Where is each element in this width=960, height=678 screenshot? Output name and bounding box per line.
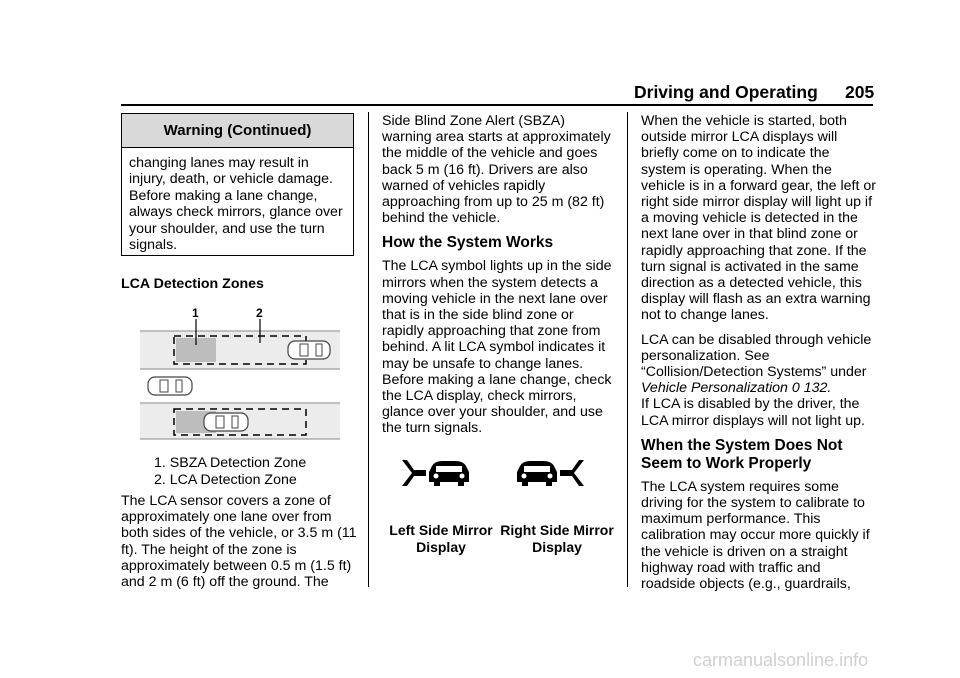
col3-paragraph-3: The LCA system requires some driving for the system to calibrate to maximum performance. This calibration may occur more quickly if the vehicle is driven on a straight highway road with traffic and roadside objects (e.g., guardrails,	[641, 478, 870, 593]
car-icon	[204, 413, 248, 431]
column-divider	[368, 112, 369, 587]
lca-zones-diagram	[140, 305, 340, 443]
diagram-title: LCA Detection Zones	[121, 276, 264, 292]
right-mirror-lca-icon	[514, 458, 586, 488]
watermark: carmanualsonline.info	[693, 650, 869, 670]
diagram-label-1: 1	[192, 306, 199, 320]
right-mirror-caption-line1: Right Side Mirror	[500, 522, 614, 538]
page-reference: 0 132.	[791, 380, 832, 397]
legend-item-2: 2. LCA Detection Zone	[154, 472, 297, 488]
left-mirror-caption-line2: Display	[416, 539, 466, 555]
section-title: Driving and Operating	[634, 82, 818, 102]
heading-how-system-works: How the System Works	[382, 234, 554, 252]
car-icon	[148, 377, 192, 395]
left-mirror-caption-line1: Left Side Mirror	[389, 522, 493, 538]
col3-paragraph-2: LCA can be disabled through vehicle personalization. See “Collision/Detection Systems” under Vehicle Personalization 0 132. If LCA is disabled by the driver, the LCA mirror displays will not light up.	[641, 331, 872, 429]
legend-item-1: 1. SBZA Detection Zone	[154, 455, 307, 471]
col3-paragraph-1: When the vehicle is started, both outside mirror LCA displays will briefly come on to indicate the system is operating. When the vehicle is in a forward gear, the left or right side mirror display will light up if a moving vehicle is detected in the next lane over in that blind zone or rapidly approaching that zone. If the turn signal is activated in the same direction as a detected vehicle, this display will flash as an extra warning not to change lanes.	[641, 113, 877, 324]
warning-title: Warning (Continued)	[122, 114, 353, 148]
column-divider	[627, 112, 628, 587]
heading-system-not-working: When the System Does Not Seem to Work Properly	[641, 436, 843, 472]
warning-body: changing lanes may result in injury, death, or vehicle damage. Before making a lane change, always check mirrors, glance over your shoulder, and use the turn signals.	[129, 155, 343, 254]
col2-content	[382, 113, 618, 445]
col3-content	[641, 113, 877, 600]
col2-paragraph-2: The LCA symbol lights up in the side mirrors when the system detects a moving vehicle in the next lane over that is in the side blind zone or rapidly approaching that zone from behind. A lit LCA symbol indicates it may be unsafe to change lanes. Before making a lane change, check the LCA display, check mirrors, glance over your shoulder, and use the turn signals.	[382, 258, 612, 437]
right-mirror-caption	[497, 522, 617, 556]
col2-paragraph-1: Side Blind Zone Alert (SBZA) warning area starts at approximately the middle of the vehicle and goes back 5 m (16 ft). Drivers are also warned of vehicles rapidly approaching from up to 25 m (82 ft) behind the vehicle.	[382, 113, 611, 227]
col1-paragraph: The LCA sensor covers a zone of approximately one lane over from both sides of the vehicle, or 3.5 m (11 ft). The height of the zone is approximately between 0.5 m (1.5 ft) and 2 m (6 ft) off the ground. The	[121, 493, 357, 591]
right-mirror-caption-line2: Display	[532, 539, 582, 555]
warning-box	[121, 113, 354, 256]
diagram-label-2: 2	[256, 306, 263, 320]
left-mirror-caption	[382, 522, 500, 556]
left-mirror-lca-icon	[400, 458, 472, 488]
page-number: 205	[845, 82, 875, 102]
vehicle-personalization-link[interactable]: Vehicle Personalization	[641, 380, 788, 397]
car-icon	[288, 341, 330, 359]
header-rule	[121, 104, 873, 106]
